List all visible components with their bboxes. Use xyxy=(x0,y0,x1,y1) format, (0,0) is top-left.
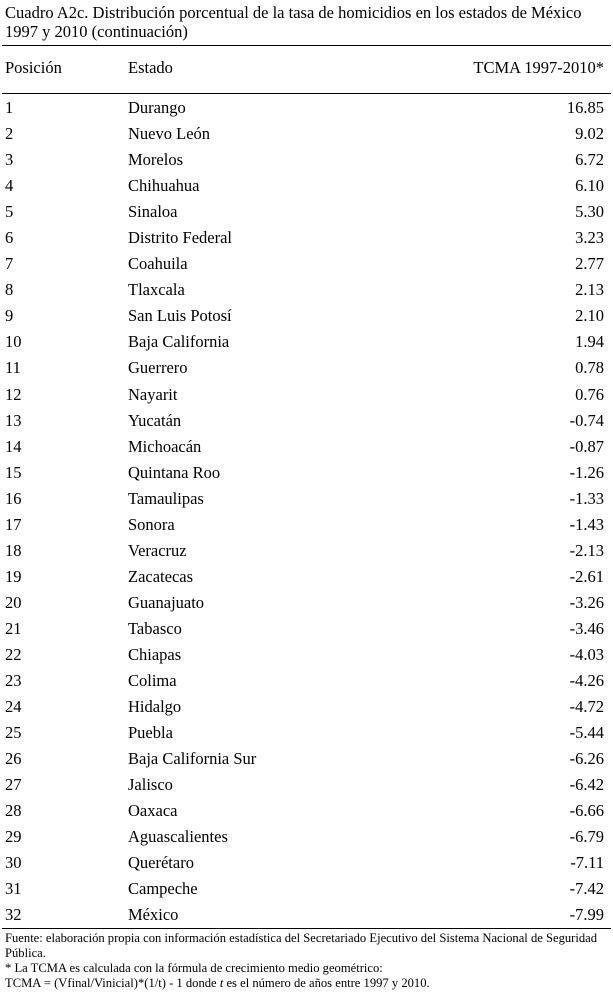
cell-position: 7 xyxy=(5,254,14,274)
cell-position: 19 xyxy=(5,566,22,586)
cell-value: -1.43 xyxy=(569,514,604,534)
table-row xyxy=(0,722,613,748)
cell-state: Chihuahua xyxy=(128,176,200,196)
cell-state: Chiapas xyxy=(128,644,182,664)
table-top-rule xyxy=(2,45,611,46)
cell-state: Hidalgo xyxy=(128,697,182,717)
table-row xyxy=(0,800,613,826)
cell-position: 9 xyxy=(5,306,14,326)
cell-value: -4.72 xyxy=(569,697,604,717)
cell-state: Querétaro xyxy=(128,853,194,873)
cell-state: Sinaloa xyxy=(128,202,178,222)
cell-position: 25 xyxy=(5,723,22,743)
cell-position: 18 xyxy=(5,540,22,560)
cell-value: -7.99 xyxy=(569,905,604,925)
tcma-formula-variable: t xyxy=(219,976,224,990)
cell-value: -5.44 xyxy=(569,723,604,743)
table-row xyxy=(0,774,613,800)
cell-position: 16 xyxy=(5,488,22,508)
cell-state: Tabasco xyxy=(128,618,182,638)
table-row xyxy=(0,123,613,149)
table-row xyxy=(0,826,613,852)
cell-value: 16.85 xyxy=(566,98,604,117)
table-row xyxy=(0,384,613,410)
cell-state: Tlaxcala xyxy=(128,280,185,300)
table-bottom-rule xyxy=(2,928,611,929)
cell-state: Aguascalientes xyxy=(128,827,228,847)
cell-state: Distrito Federal xyxy=(128,228,233,248)
cell-state: Tamaulipas xyxy=(128,488,204,508)
table-row xyxy=(0,462,613,488)
table-row xyxy=(0,331,613,357)
cell-position: 31 xyxy=(5,879,22,899)
cell-state: Nayarit xyxy=(128,384,178,404)
source-note: Fuente: elaboración propia con información estadística del Secretariado Ejecutivo del Sistema Nacional de Seguridad Pública. xyxy=(5,931,598,960)
cell-state: Oaxaca xyxy=(128,801,178,821)
cell-position: 29 xyxy=(5,827,22,847)
table-header-row xyxy=(0,58,613,80)
cell-position: 5 xyxy=(5,202,14,222)
cell-value: -6.26 xyxy=(569,749,604,769)
cell-value: -6.79 xyxy=(569,827,604,847)
table-row xyxy=(0,644,613,670)
cell-state: Baja California Sur xyxy=(128,749,257,769)
cell-state: Coahuila xyxy=(128,254,188,274)
cell-position: 23 xyxy=(5,671,22,691)
cell-position: 22 xyxy=(5,644,22,664)
cell-state: Zacatecas xyxy=(128,566,194,586)
cell-value: -1.26 xyxy=(569,462,604,482)
table-row xyxy=(0,410,613,436)
cell-value: -7.11 xyxy=(570,853,604,873)
table-row xyxy=(0,149,613,175)
cell-state: Colima xyxy=(128,671,177,691)
table-row xyxy=(0,592,613,618)
cell-value: 9.02 xyxy=(575,124,604,144)
cell-state: Baja California xyxy=(128,332,230,352)
cell-position: 1 xyxy=(5,98,14,117)
table-row xyxy=(0,540,613,566)
cell-value: 6.10 xyxy=(575,176,604,196)
cell-position: 17 xyxy=(5,514,22,534)
cell-value: -0.87 xyxy=(569,436,604,456)
header-state: Estado xyxy=(128,58,173,77)
cell-state: Morelos xyxy=(128,150,183,170)
cell-state: Campeche xyxy=(128,879,198,899)
table-row xyxy=(0,279,613,305)
cell-value: 2.13 xyxy=(575,280,604,300)
cell-state: Quintana Roo xyxy=(128,462,221,482)
table-row xyxy=(0,436,613,462)
table-row xyxy=(0,904,613,930)
table-row xyxy=(0,748,613,774)
cell-position: 12 xyxy=(5,384,22,404)
cell-state: Durango xyxy=(128,98,186,117)
cell-state: San Luis Potosí xyxy=(128,306,232,326)
cell-state: Sonora xyxy=(128,514,175,534)
table-row xyxy=(0,253,613,279)
cell-value: -3.46 xyxy=(569,618,604,638)
cell-position: 24 xyxy=(5,697,22,717)
cell-state: Nuevo León xyxy=(128,124,211,144)
table-title: Cuadro A2c. Distribución porcentual de la tasa de homicidios en los estados de México 1997 y 2010 (continuación) xyxy=(5,3,582,41)
cell-position: 6 xyxy=(5,228,14,248)
tcma-formula-text: TCMA = (Vfinal/Vinicial)*(1/t) - 1 donde xyxy=(5,976,220,990)
cell-state: Guerrero xyxy=(128,358,188,378)
cell-value: -6.42 xyxy=(569,775,604,795)
cell-state: Veracruz xyxy=(128,540,187,560)
header-value: TCMA 1997-2010* xyxy=(473,58,604,77)
cell-state: Puebla xyxy=(128,723,173,743)
cell-state: México xyxy=(128,905,179,925)
table-row xyxy=(0,97,613,123)
table-footnotes xyxy=(5,931,610,991)
table-row xyxy=(0,878,613,904)
cell-position: 2 xyxy=(5,124,14,144)
cell-value: 0.76 xyxy=(575,384,604,404)
cell-position: 14 xyxy=(5,436,22,456)
table-row xyxy=(0,488,613,514)
cell-state: Michoacán xyxy=(128,436,202,456)
cell-value: 2.10 xyxy=(575,306,604,326)
cell-value: -4.26 xyxy=(569,671,604,691)
table-row xyxy=(0,175,613,201)
table-row xyxy=(0,618,613,644)
cell-value: 1.94 xyxy=(575,332,604,352)
cell-position: 3 xyxy=(5,150,14,170)
cell-position: 20 xyxy=(5,592,22,612)
cell-value: 5.30 xyxy=(575,202,604,222)
table-body xyxy=(0,97,613,931)
cell-value: 2.77 xyxy=(575,254,604,274)
cell-value: -6.66 xyxy=(569,801,604,821)
cell-position: 27 xyxy=(5,775,22,795)
cell-value: -4.03 xyxy=(569,644,604,664)
cell-state: Jalisco xyxy=(128,775,173,795)
table-row xyxy=(0,305,613,331)
cell-value: -3.26 xyxy=(569,592,604,612)
cell-position: 8 xyxy=(5,280,14,300)
cell-position: 10 xyxy=(5,332,22,352)
table-row xyxy=(0,696,613,722)
cell-position: 4 xyxy=(5,176,14,196)
cell-state: Yucatán xyxy=(128,410,182,430)
cell-position: 32 xyxy=(5,905,22,925)
cell-value: 0.78 xyxy=(575,358,604,378)
cell-position: 13 xyxy=(5,410,22,430)
cell-position: 11 xyxy=(5,358,21,378)
cell-position: 30 xyxy=(5,853,22,873)
cell-position: 26 xyxy=(5,749,22,769)
cell-value: -2.13 xyxy=(569,540,604,560)
table-row xyxy=(0,514,613,540)
table-row xyxy=(0,852,613,878)
cell-value: 3.23 xyxy=(575,228,604,248)
table-row xyxy=(0,670,613,696)
table-row xyxy=(0,201,613,227)
tcma-formula xyxy=(5,976,610,991)
cell-position: 15 xyxy=(5,462,22,482)
table-header-rule xyxy=(2,93,611,94)
cell-value: -0.74 xyxy=(569,410,604,430)
cell-state: Guanajuato xyxy=(128,592,205,612)
table-row xyxy=(0,227,613,253)
cell-position: 28 xyxy=(5,801,22,821)
tcma-formula-tail: es el número de años entre 1997 y 2010. xyxy=(223,976,430,990)
cell-value: -1.33 xyxy=(569,488,604,508)
table-row xyxy=(0,566,613,592)
table-row xyxy=(0,357,613,383)
cell-position: 21 xyxy=(5,618,22,638)
cell-value: -7.42 xyxy=(569,879,604,899)
header-position: Posición xyxy=(5,58,62,77)
cell-value: -2.61 xyxy=(569,566,604,586)
cell-value: 6.72 xyxy=(575,150,604,170)
tcma-note: * La TCMA es calculada con la fórmula de crecimiento medio geométrico: xyxy=(5,961,383,975)
